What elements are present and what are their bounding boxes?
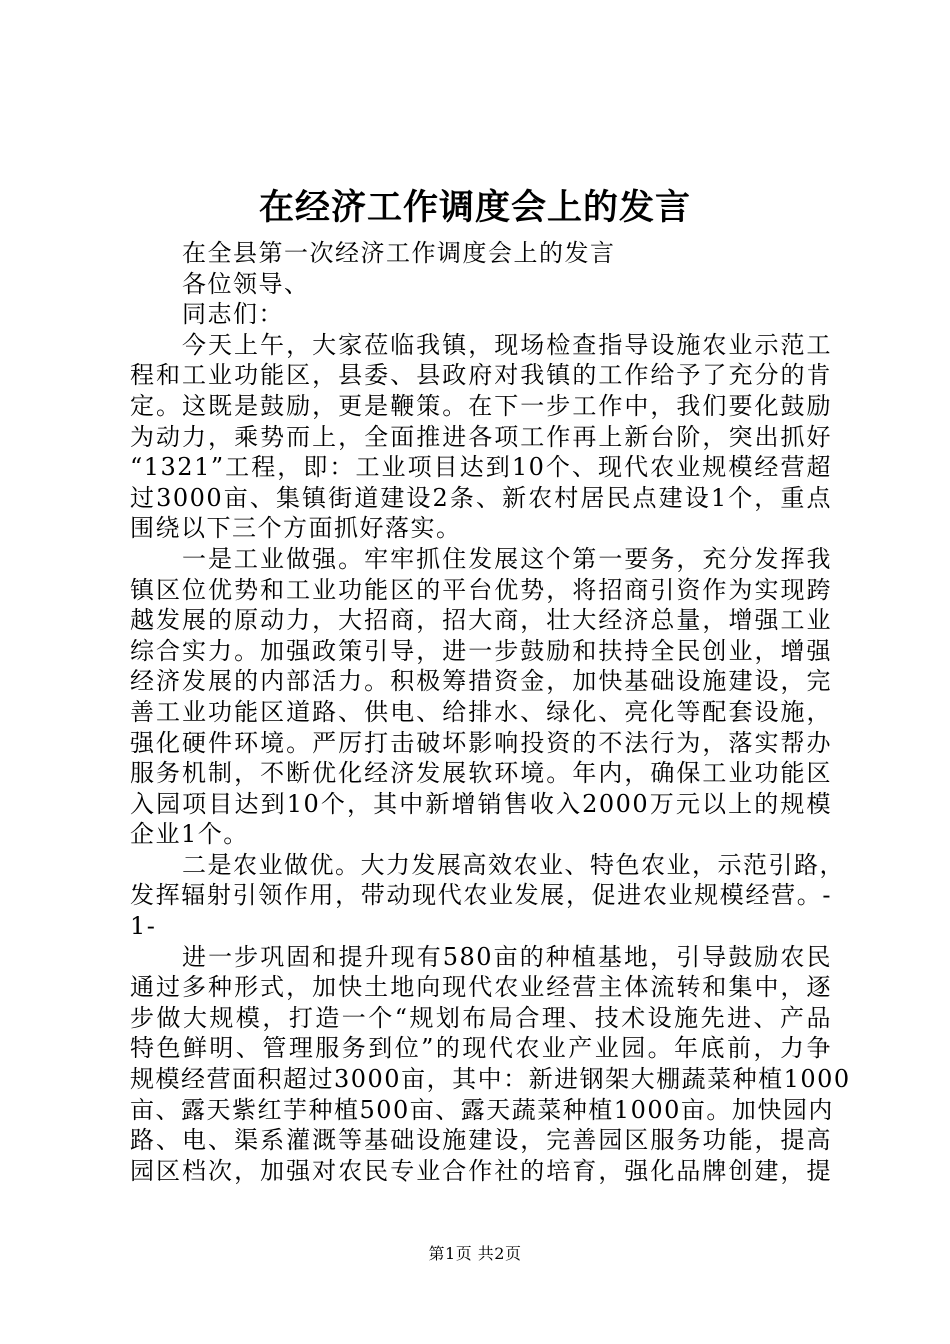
text-line: 综合实力。加强政策引导，进一步鼓励和扶持全民创业，增强	[130, 636, 832, 665]
text-line: 定。这既是鼓励，更是鞭策。在下一步工作中，我们要化鼓励	[130, 391, 832, 420]
text-line: 越发展的原动力，大招商，招大商，壮大经济总量，增强工业	[130, 606, 832, 635]
text-line: 善工业功能区道路、供电、给排水、绿化、亮化等配套设施，	[130, 697, 832, 726]
text-line: 今天上午，大家莅临我镇，现场检查指导设施农业示范工	[182, 330, 832, 359]
document-title: 在经济工作调度会上的发言	[258, 187, 691, 228]
text-line: 为动力，乘势而上，全面推进各项工作再上新台阶，突出抓好	[130, 422, 832, 451]
text-line: 经济发展的内部活力。积极筹措资金，加快基础设施建设，完	[130, 667, 832, 696]
text-line: 二是农业做优。大力发展高效农业、特色农业，示范引路，	[182, 850, 845, 879]
page-footer: 第1页 共2页	[428, 1244, 522, 1263]
text-line: 镇区位优势和工业功能区的平台优势，将招商引资作为实现跨	[130, 575, 832, 604]
text-line: 特色鲜明、管理服务到位”的现代农业产业园。年底前，力争	[130, 1034, 832, 1063]
document-body	[130, 238, 851, 1186]
text-line: 一是工业做强。牢牢抓住发展这个第一要务，充分发挥我	[182, 544, 832, 573]
text-line: 进一步巩固和提升现有580亩的种植基地，引导鼓励农民	[182, 942, 832, 971]
text-line: 强化硬件环境。严厉打击破坏影响投资的不法行为，落实帮办	[130, 728, 832, 757]
text-line: 在全县第一次经济工作调度会上的发言	[182, 239, 616, 267]
text-line: 围绕以下三个方面抓好落实。	[130, 514, 462, 543]
text-line: 亩、露天紫红芋种植500亩、露天蔬菜种植1000亩。加快园内	[130, 1095, 834, 1124]
text-line: 服务机制，不断优化经济发展软环境。年内，确保工业功能区	[130, 759, 832, 788]
text-line: 1-	[130, 912, 157, 941]
text-line: 企业1个。	[130, 820, 249, 849]
text-line: 各位领导、	[182, 269, 310, 298]
text-line: 规模经营面积超过3000亩，其中：新进钢架大棚蔬菜种植1000	[130, 1065, 851, 1094]
text-line: 发挥辐射引领作用，带动现代农业发展，促进农业规模经营。-	[130, 881, 832, 910]
text-line: 过3000亩、集镇街道建设2条、新农村居民点建设1个，重点	[130, 483, 832, 512]
text-line: 步做大规模，打造一个“规划布局合理、技术设施先进、产品	[130, 1003, 832, 1032]
text-line: “1321”工程，即：工业项目达到10个、现代农业规模经营超	[130, 453, 832, 482]
text-line: 入园项目达到10个，其中新增销售收入2000万元以上的规模	[130, 789, 832, 818]
text-line: 路、电、渠系灌溉等基础设施建设，完善园区服务功能，提高	[130, 1126, 832, 1155]
text-line: 通过多种形式，加快土地向现代农业经营主体流转和集中，逐	[130, 973, 832, 1002]
text-line: 程和工业功能区，县委、县政府对我镇的工作给予了充分的肯	[130, 361, 832, 390]
text-line: 园区档次，加强对农民专业合作社的培育，强化品牌创建，提	[130, 1156, 832, 1185]
text-line: 同志们：	[182, 300, 284, 329]
